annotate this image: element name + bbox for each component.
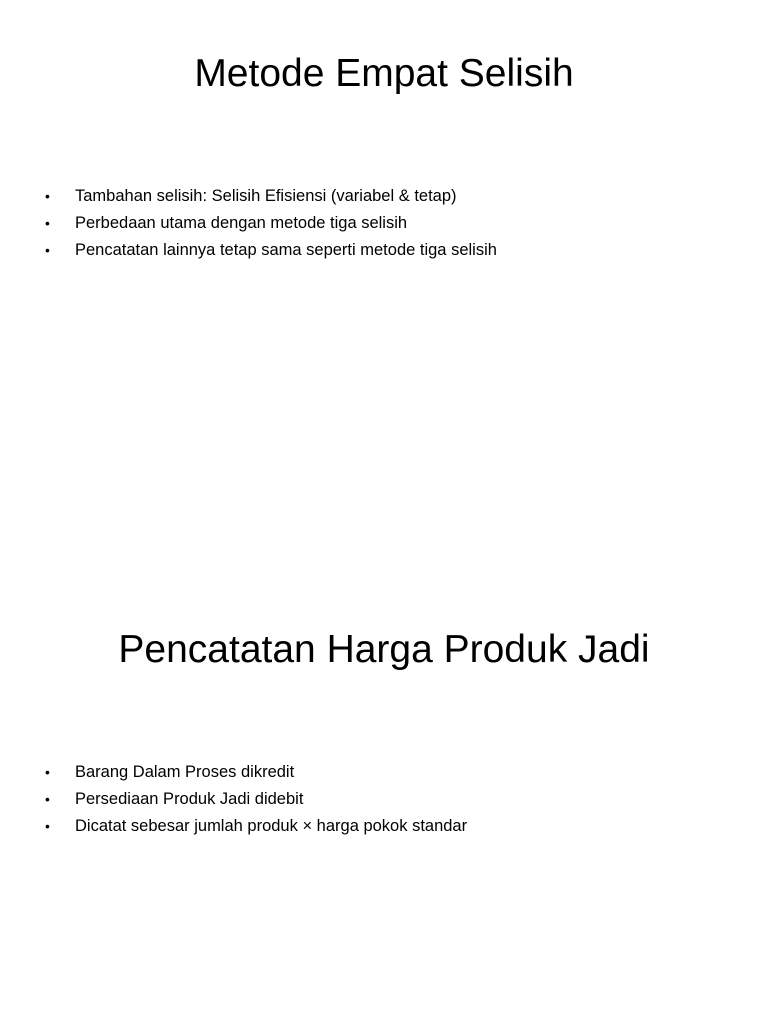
bullet-list	[45, 183, 497, 264]
bullet-text: Barang Dalam Proses dikredit	[75, 763, 295, 781]
bullet-text: Perbedaan utama dengan metode tiga selisih	[75, 214, 408, 232]
bullet-item	[45, 237, 497, 264]
bullet-item	[45, 183, 497, 210]
slide-title: Metode Empat Selisih	[194, 52, 574, 95]
bullet-item	[45, 786, 467, 813]
slide-pencatatan-harga-produk-jadi	[0, 576, 768, 1024]
bullet-icon: •	[45, 188, 50, 204]
bullet-text: Pencatatan lainnya tetap sama seperti metode tiga selisih	[75, 241, 497, 259]
bullet-text: Tambahan selisih: Selisih Efisiensi (variabel & tetap)	[75, 187, 457, 205]
bullet-icon: •	[45, 242, 50, 258]
slide-title: Pencatatan Harga Produk Jadi	[118, 628, 650, 671]
bullet-item	[45, 759, 467, 786]
bullet-icon: •	[45, 764, 50, 780]
bullet-icon: •	[45, 215, 50, 231]
bullet-text: Persediaan Produk Jadi didebit	[75, 790, 304, 808]
bullet-list	[45, 759, 467, 840]
bullet-item	[45, 813, 467, 840]
bullet-icon: •	[45, 818, 50, 834]
bullet-item	[45, 210, 497, 237]
bullet-icon: •	[45, 791, 50, 807]
bullet-text: Dicatat sebesar jumlah produk × harga pokok standar	[75, 817, 468, 835]
